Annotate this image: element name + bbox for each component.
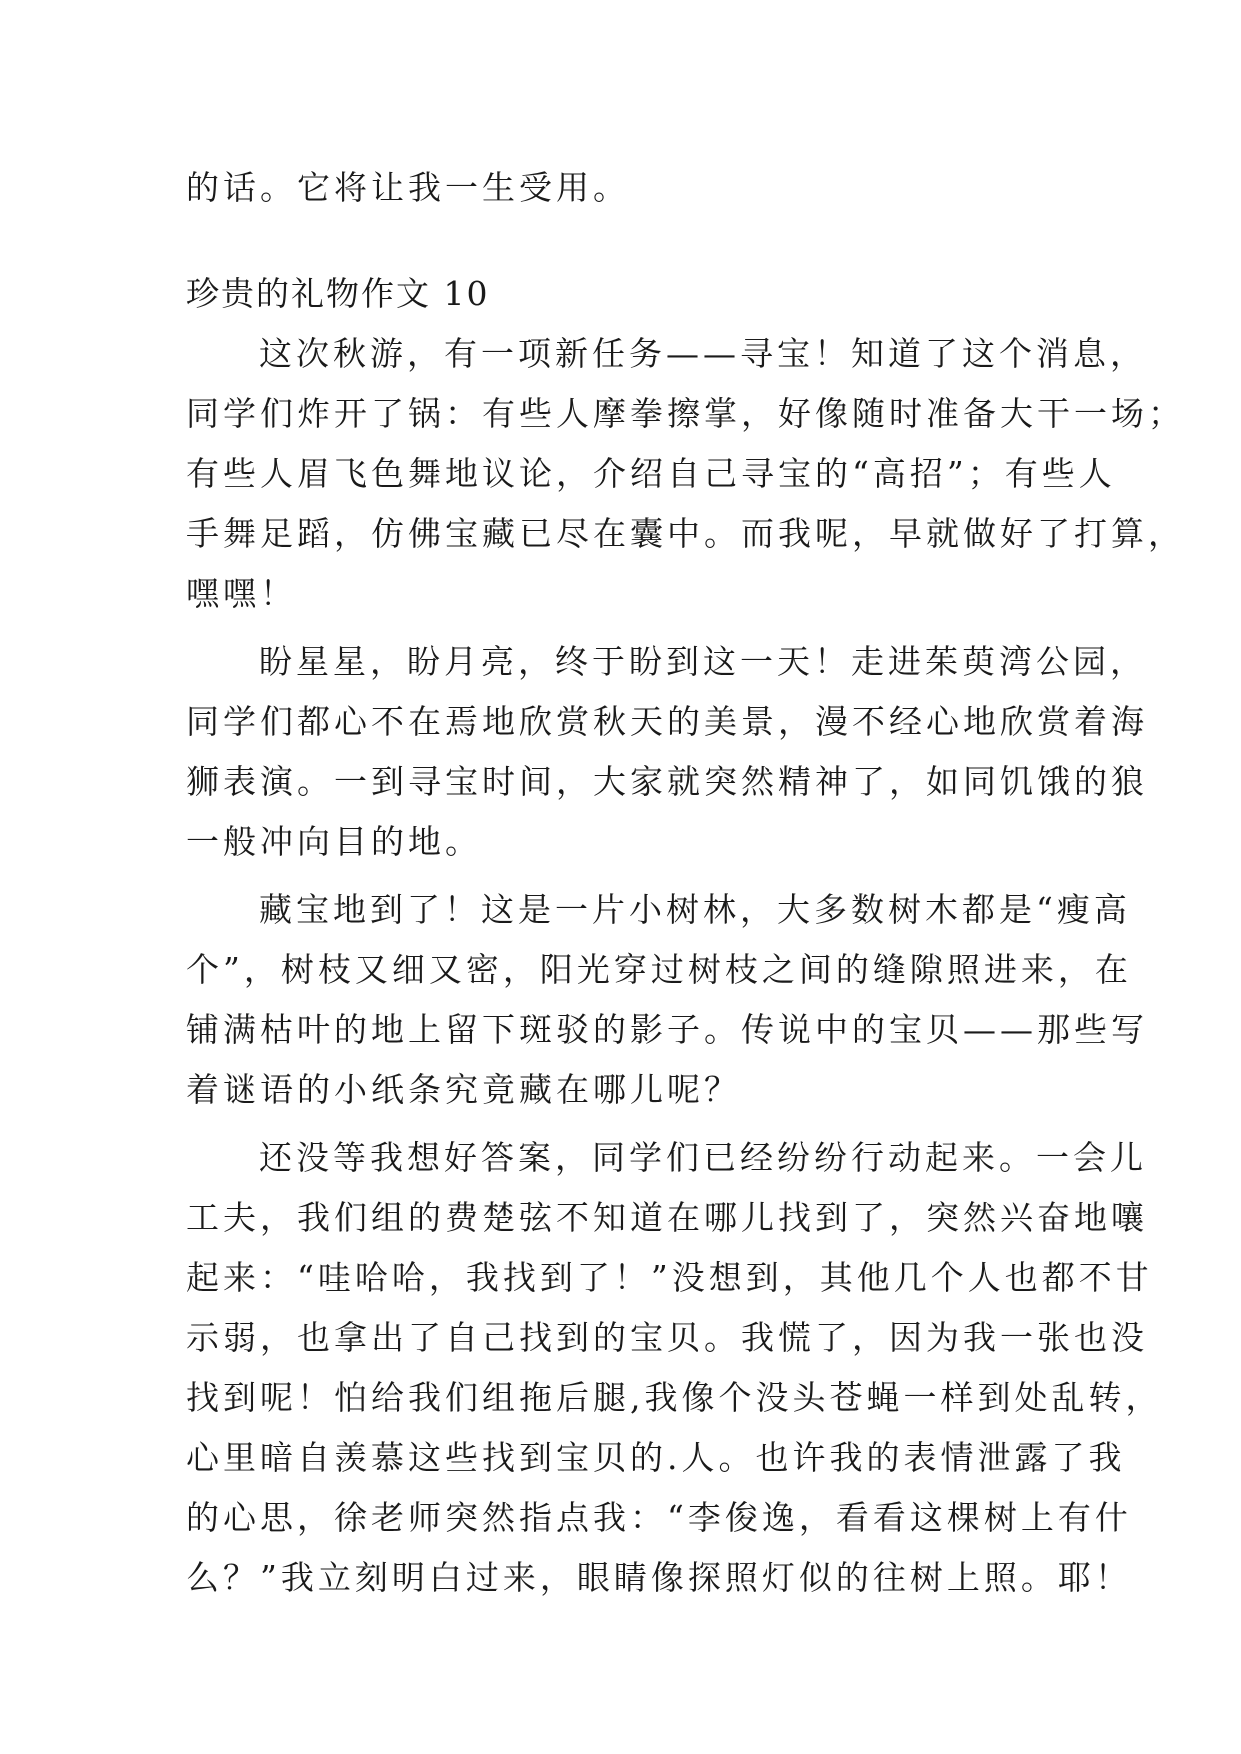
paragraph-line: 铺满枯叶的地上留下斑驳的影子。传说中的宝贝——那些写 <box>186 1010 1148 1049</box>
paragraph-line: 狮表演。一到寻宝时间，大家就突然精神了，如同饥饿的狼 <box>186 762 1148 801</box>
paragraph-line: 的话。它将让我一生受用。 <box>186 168 630 207</box>
paragraph-line: 着谜语的小纸条究竟藏在哪儿呢？ <box>186 1070 741 1109</box>
paragraph-line: 盼星星，盼月亮，终于盼到这一天！走进茱萸湾公园， <box>259 642 1147 681</box>
paragraph-line: 藏宝地到了！这是一片小树林，大多数树木都是“瘦高 <box>259 890 1131 929</box>
document-body <box>186 158 1185 1608</box>
paragraph-line: 么？”我立刻明白过来，眼睛像探照灯似的往树上照。耶！ <box>186 1558 1132 1597</box>
paragraph-line: 同学们都心不在焉地欣赏秋天的美景，漫不经心地欣赏着海 <box>186 702 1148 741</box>
paragraph-line: 示弱，也拿出了自己找到的宝贝。我慌了，因为我一张也没 <box>186 1318 1148 1357</box>
paragraph-line: 心里暗自羡慕这些找到宝贝的.人。也许我的表情泄露了我 <box>186 1438 1126 1477</box>
paragraph-line: 还没等我想好答案，同学们已经纷纷行动起来。一会儿 <box>259 1138 1147 1177</box>
paragraph-line: 同学们炸开了锅：有些人摩拳擦掌，好像随时准备大干一场； <box>186 394 1185 433</box>
paragraph-line: 手舞足蹈，仿佛宝藏已尽在囊中。而我呢，早就做好了打算， <box>186 514 1185 553</box>
paragraph-line: 这次秋游，有一项新任务——寻宝！知道了这个消息， <box>259 334 1147 373</box>
paragraph-line: 工夫，我们组的费楚弦不知道在哪儿找到了，突然兴奋地嚷 <box>186 1198 1148 1237</box>
paragraph-line: 一般冲向目的地。 <box>186 822 482 861</box>
paragraph-line: 起来：“哇哈哈，我找到了！”没想到，其他几个人也都不甘 <box>186 1258 1153 1297</box>
paragraph-line: 找到呢！怕给我们组拖后腿,我像个没头苍蝇一样到处乱转， <box>186 1378 1163 1417</box>
paragraph-line: 嘿嘿！ <box>186 574 297 613</box>
paragraph-line: 的心思，徐老师突然指点我：“李俊逸，看看这棵树上有什 <box>186 1498 1132 1537</box>
paragraph-line: 个”，树枝又细又密，阳光穿过树枝之间的缝隙照进来，在 <box>186 950 1132 989</box>
section-heading: 珍贵的礼物作文 10 <box>186 274 490 313</box>
paragraph-line: 有些人眉飞色舞地议论，介绍自己寻宝的“高招”；有些人 <box>186 454 1116 493</box>
